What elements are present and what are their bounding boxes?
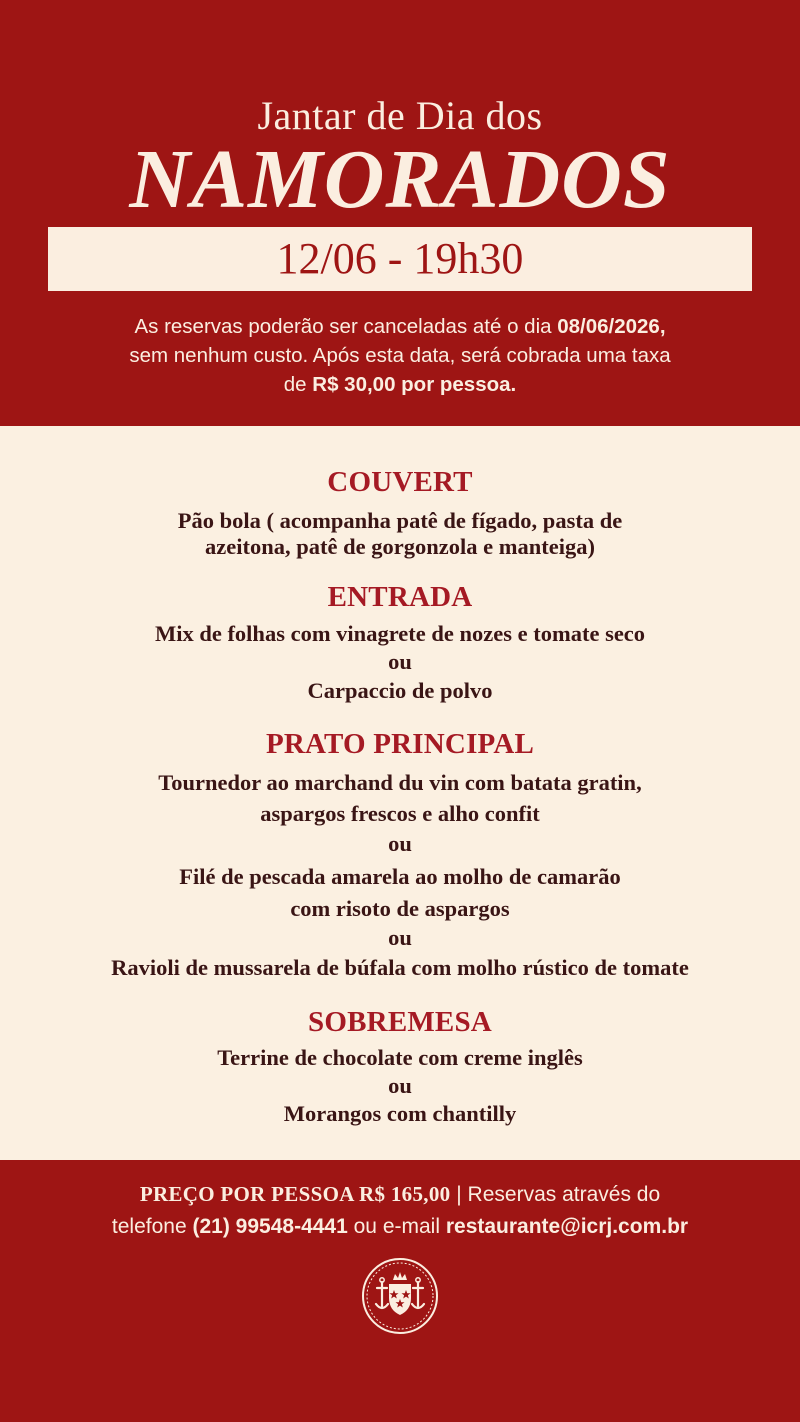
notice-text-1: As reservas poderão ser canceladas até o dia	[134, 315, 558, 338]
date-banner	[48, 227, 752, 291]
prato-or-2: ou	[388, 925, 412, 950]
price-per-person: PREÇO POR PESSOA R$ 165,00	[139, 1182, 451, 1206]
prato-item-2: aspargos frescos e alho confit	[260, 801, 540, 826]
email-prefix: ou e-mail	[347, 1215, 446, 1238]
reservations-text: Reservas através do	[467, 1183, 661, 1206]
couvert-item-2: azeitona, patê de gorgonzola e manteiga)	[205, 534, 595, 559]
entrada-or: ou	[388, 649, 412, 674]
entrada-title: ENTRADA	[327, 581, 473, 613]
sobremesa-item-2: Morangos com chantilly	[283, 1101, 517, 1126]
phone-number[interactable]: (21) 99548-4441	[192, 1215, 348, 1238]
header-section	[0, 0, 800, 426]
notice-fee: R$ 30,00 por pessoa.	[312, 373, 517, 396]
event-date-time: 12/06 - 19h30	[276, 234, 524, 283]
prato-item-1: Tournedor ao marchand du vin com batata gratin,	[158, 770, 642, 795]
entrada-item-2: Carpaccio de polvo	[307, 678, 493, 703]
event-title: NAMORADOS	[129, 133, 671, 226]
yacht-club-emblem-icon	[360, 1256, 440, 1336]
notice-text-3: de	[283, 373, 313, 396]
phone-prefix: telefone	[111, 1215, 193, 1238]
prato-item-3: Filé de pescada amarela ao molho de camarão	[179, 864, 621, 889]
prato-item-5: Ravioli de mussarela de búfala com molho rústico de tomate	[111, 955, 689, 980]
couvert-title: COUVERT	[327, 466, 473, 498]
sobremesa-title: SOBREMESA	[308, 1006, 492, 1038]
email-address[interactable]: restaurante@icrj.com.br	[445, 1215, 689, 1238]
sobremesa-or: ou	[388, 1073, 412, 1098]
footer-section	[0, 1160, 800, 1422]
couvert-item-1: Pão bola ( acompanha patê de fígado, pasta de	[177, 508, 623, 533]
entrada-item-1: Mix de folhas com vinagrete de nozes e tomate seco	[154, 621, 646, 646]
menu-section	[0, 426, 800, 1160]
prato-or-1: ou	[388, 831, 412, 856]
prato-item-4: com risoto de aspargos	[290, 896, 510, 921]
cancellation-notice	[40, 312, 760, 399]
event-subtitle: Jantar de Dia dos	[257, 93, 543, 138]
contact-line	[0, 1211, 800, 1243]
price-line	[0, 1178, 800, 1211]
price-separator: |	[450, 1183, 468, 1206]
prato-principal-title: PRATO PRINCIPAL	[265, 728, 535, 760]
notice-text-2: sem nenhum custo. Após esta data, será cobrada uma taxa	[129, 344, 671, 367]
notice-deadline: 08/06/2026,	[557, 315, 666, 338]
sobremesa-item-1: Terrine de chocolate com creme inglês	[217, 1045, 583, 1070]
